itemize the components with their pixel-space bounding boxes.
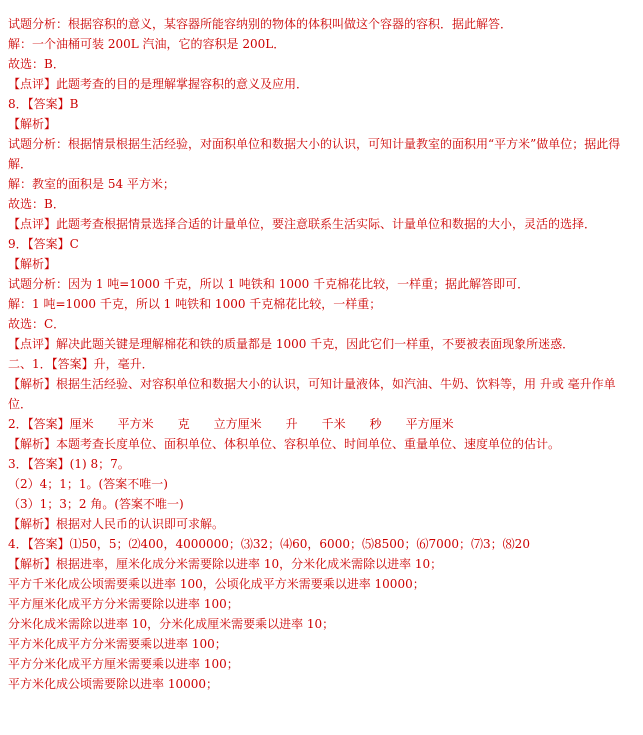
text-line: 4．【答案】⑴50，5；⑵400，4000000；⑶32；⑷60，6000；⑸8500；⑹7000；⑺3；⑻20	[8, 537, 530, 551]
text-line: 故选：B．	[8, 197, 65, 211]
text-line: 试题分析：根据情景根据生活经验，对面积单位和数据大小的认识，可知计量教室的面积用“平方米”做单位；据此得解．	[8, 137, 621, 171]
text-line: 【解析】根据进率，厘米化成分米需要除以进率 10，分米化成米需除以进率 10；	[8, 557, 443, 571]
text-line: 二、1．【答案】升，毫升．	[8, 357, 154, 371]
text-line: 平方分米化成平方厘米需要乘以进率 100；	[8, 657, 239, 671]
text-line: 试题分析：因为 1 吨=1000 千克，所以 1 吨铁和 1000 千克棉花比较，一样重；据此解答即可．	[8, 277, 530, 291]
text-line: 【点评】此题考查的目的是理解掌握容积的意义及应用．	[8, 77, 309, 91]
text-line: 平方厘米化成平方分米需要除以进率 100；	[8, 597, 239, 611]
text-line: 【解析】	[8, 117, 57, 131]
text-line: 解：一个油桶可装 200L 汽油，它的容积是 200L．	[8, 37, 286, 51]
text-line: 分米化成米需除以进率 10，分米化成厘米需要乘以进率 10；	[8, 617, 335, 631]
text-line: 【解析】	[8, 257, 57, 271]
answer-document	[8, 14, 636, 694]
text-line: 故选：B．	[8, 57, 65, 71]
text-line: 平方千米化成公顷需要乘以进率 100，公顷化成平方米需要乘以进率 10000；	[8, 577, 425, 591]
text-line: 2．【答案】厘米 平方米 克 立方厘米 升 千米 秒 平方厘米	[8, 417, 454, 431]
text-line: 【解析】根据生活经验、对容积单位和数据大小的认识，可知计量液体，如汽油、牛奶、饮料等，用 升或 毫升作单位．	[8, 377, 616, 411]
text-line: 故选：C．	[8, 317, 66, 331]
text-line: 【解析】根据对人民币的认识即可求解。	[8, 517, 225, 531]
text-line: 【解析】本题考查长度单位、面积单位、体积单位、容积单位、时间单位、重量单位、速度单位的估计。	[8, 437, 561, 451]
text-line: 平方米化成公顷需要除以进率 10000；	[8, 677, 218, 691]
text-line: 平方米化成平方分米需要乘以进率 100；	[8, 637, 227, 651]
text-line: （3）1；3；2 角。(答案不唯一)	[8, 497, 184, 511]
text-line: 解：1 吨=1000 千克，所以 1 吨铁和 1000 千克棉花比较，一样重；	[8, 297, 382, 311]
text-line: 3．【答案】(1) 8；7。	[8, 457, 130, 471]
text-line: 试题分析：根据容积的意义，某容器所能容纳别的物体的体积叫做这个容器的容积．据此解答．	[8, 17, 513, 31]
text-line: 8．【答案】B	[8, 97, 79, 111]
text-line: 【点评】此题考查根据情景选择合适的计量单位，要注意联系生活实际、计量单位和数据的大小，灵活的选择．	[8, 217, 597, 231]
text-line: （2）4；1；1。(答案不唯一)	[8, 477, 168, 491]
text-line: 【点评】解决此题关键是理解棉花和铁的质量都是 1000 千克，因此它们一样重，不要被表面现象所迷惑．	[8, 337, 575, 351]
text-line: 9．【答案】C	[8, 237, 79, 251]
text-line: 解：教室的面积是 54 平方米；	[8, 177, 175, 191]
